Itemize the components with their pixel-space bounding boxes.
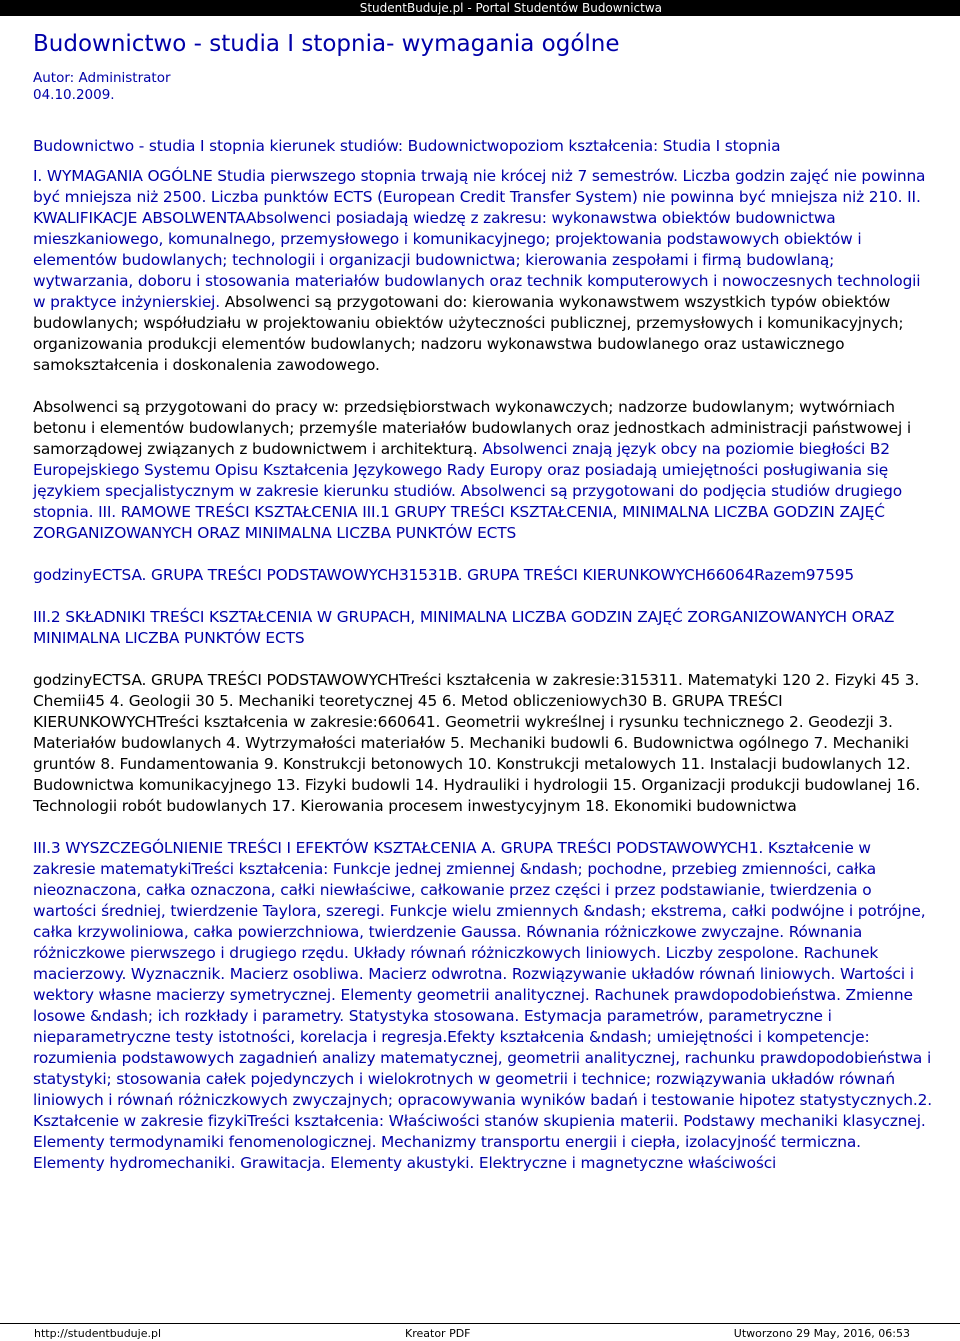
page-footer bbox=[0, 1323, 960, 1341]
site-title: StudentBuduje.pl - Portal Studentów Budownictwa bbox=[359, 1, 662, 15]
body-paragraph-employment bbox=[33, 397, 933, 544]
footer-url[interactable]: http://studentbuduje.pl bbox=[34, 1327, 162, 1340]
body-paragraph-group-totals: godzinyECTSA. GRUPA TREŚCI PODSTAWOWYCH31531B. GRUPA TREŚCI KIERUNKOWYCH66064Razem97595 bbox=[33, 566, 855, 584]
publish-date: 04.10.2009. bbox=[33, 87, 115, 103]
body-paragraph-intro: Budownictwo - studia I stopnia kierunek studiów: Budownictwopoziom kształcenia: Studia I stopnia bbox=[33, 137, 781, 155]
footer-creator: Kreator PDF bbox=[405, 1327, 471, 1340]
body-paragraph-subjects: godzinyECTSA. GRUPA TREŚCI PODSTAWOWYCHTreści kształcenia w zakresie:315311. Matematyki 120 2. Fizyki 45 3. Chemii45 4. Geologii 30 5. Mechaniki teoretycznej 45 6. Metod obliczeniowych30 B. GRUPA TREŚCI KIERUNKOWYCHTreści kształcenia w zakresie:660641. Geometrii wykreślnej i rysunku technicznego 2. Geodezji 3. Materiałów budowlanych 4. Wytrzymałości materiałów 5. Mechaniki budowli 6. Budownictwa ogólnego 7. Mechaniki gruntów 8. Fundamentowania 9. Konstrukcji betonowych 10. Konstrukcji metalowych 11. Instalacji budowlanych 12. Budownictwa komunikacyjnego 13. Fizyki budowli 14. Hydrauliki i hydrologii 15. Organizacji produkcji budowlanej 16. Technologii robót budowlanych 17. Kierowania procesem inwestycyjnym 18. Ekonomiki budownictwa bbox=[33, 671, 921, 815]
graduates-prepared-text: Absolwenci są przygotowani do: kierowania wykonawstwem wszystkich typów obiektów budowlanych; współudziału w projektowaniu obiektów użyteczności publicznej, przemysłowych i komunikacyjnych; organizowania produkcji elementów budowlanych; nadzoru wykonawstwa budowlanego oraz ustawicznego samokształcenia i doskonalenia zawodowego. bbox=[33, 293, 904, 374]
body-paragraph-requirements bbox=[33, 166, 933, 376]
body-paragraph-section-3-2: III.2 SKŁADNIKI TREŚCI KSZTAŁCENIA W GRUPACH, MINIMALNA LICZBA GODZIN ZAJĘĆ ZORGANIZOWANYCH ORAZ MINIMALNA LICZBA PUNKTÓW ECTS bbox=[33, 608, 895, 647]
employment-text: Absolwenci są przygotowani do pracy w: przedsiębiorstwach wykonawczych; nadzorze budowlanym; wytwórniach betonu i elementów budowlanych; przemyśle materiałów budowlanych oraz jednostkach administracji państwowej i samorządowej związanych z budownictwem i architekturą. bbox=[33, 398, 911, 458]
article-body bbox=[33, 136, 933, 1174]
header-bar bbox=[0, 0, 960, 16]
languages-framework-text: Absolwenci znają język obcy na poziomie biegłości B2 Europejskiego Systemu Opisu Kształcenia Językowego Rady Europy oraz posiadają umiejętności posługiwania się językiem specjalistycznym w zakresie kierunku studiów. Absolwenci są przygotowani do podjęcia studiów drugiego stopnia. III. RAMOWE TREŚCI KSZTAŁCENIA III.1 GRUPY TREŚCI KSZTAŁCENIA, MINIMALNA LICZBA GODZIN ZAJĘĆ ZORGANIZOWANYCH ORAZ MINIMALNA LICZBA PUNKTÓW ECTS bbox=[33, 440, 903, 542]
footer-created-date: Utworzono 29 May, 2016, 06:53 bbox=[733, 1327, 910, 1340]
page-title: Budownictwo - studia I stopnia- wymagania ogólne bbox=[33, 31, 620, 57]
body-paragraph-section-3-3: III.3 WYSZCZEGÓLNIENIE TREŚCI I EFEKTÓW KSZTAŁCENIA A. GRUPA TREŚCI PODSTAWOWYCH1. Kształcenie w zakresie matematykiTreści kształcenia: Funkcje jednej zmiennej &ndash; pochodne, przebieg zmienności, całka nieoznaczona, całka oznaczona, całki niewłaściwe, całkowanie przez części i przez podstawianie, twierdzenia o wartości średniej, twierdzenie Taylora, szeregi. Funkcje wielu zmiennych &ndash; ekstrema, całki podwójne i potrójne, całka krzywoliniowa, całka powierzchniowa, twierdzenie Gaussa. Równania różniczkowe zwyczajne. Równania różniczkowe pierwszego i drugiego rzędu. Układy równań różniczkowych liniowych. Liczby zespolone. Rachunek macierzowy. Wyznacznik. Macierz osobliwa. Macierz odwrotna. Rozwiązywanie układów równań liniowych. Wartości i wektory własne macierzy symetrycznej. Elementy geometrii analitycznej. Rachunek prawdopodobieństwa. Zmienne losowe &ndash; ich rozkłady i parametry. Statystyka stosowana. Estymacja parametrów, parametryczne i nieparametryczne testy istotności, korelacja i regresja.Efekty kształcenia &ndash; umiejętności i kompetencje: rozumienia podstawowych zagadnień analizy matematycznej, geometrii analitycznej, rachunku prawdopodobieństwa i statystyki; stosowania całek pojedynczych i wielokrotnych w geometrii i technice; rozwiązywania układów równań liniowych i równań różniczkowych zwyczajnych; opracowywania wyników badań i testowanie hipotez statystycznych.2. Kształcenie w zakresie fizykiTreści kształcenia: Właściwości stanów skupienia materii. Podstawy mechaniki klasycznej. Elementy termodynamiki fenomenologicznej. Mechanizmy transportu energii i ciepła, izolacyjność termiczna. Elementy hydromechaniki. Grawitacja. Elementy akustyki. Elektryczne i magnetyczne właściwości bbox=[33, 839, 932, 1172]
author-line: Autor: Administrator bbox=[33, 70, 171, 86]
requirements-text: I. WYMAGANIA OGÓLNE Studia pierwszego stopnia trwają nie krócej niż 7 semestrów. Liczba godzin zajęć nie powinna być mniejsza niż 2500. Liczba punktów ECTS (European Credit Transfer System) nie powinna być mniejsza niż 210. II. KWALIFIKACJE ABSOLWENTAAbsolwenci posiadają wiedzę z zakresu: wykonawstwa obiektów budownictwa mieszkaniowego, komunalnego, przemysłowego i komunikacyjnego; projektowania podstawowych obiektów i elementów budowlanych; technologii i organizacji budownictwa; kierowania zespołami i firmą budowlaną; wytwarzania, doboru i stosowania materiałów budowlanych oraz technik komputerowych i nowoczesnych technologii w praktyce inżynierskiej. bbox=[33, 167, 926, 311]
